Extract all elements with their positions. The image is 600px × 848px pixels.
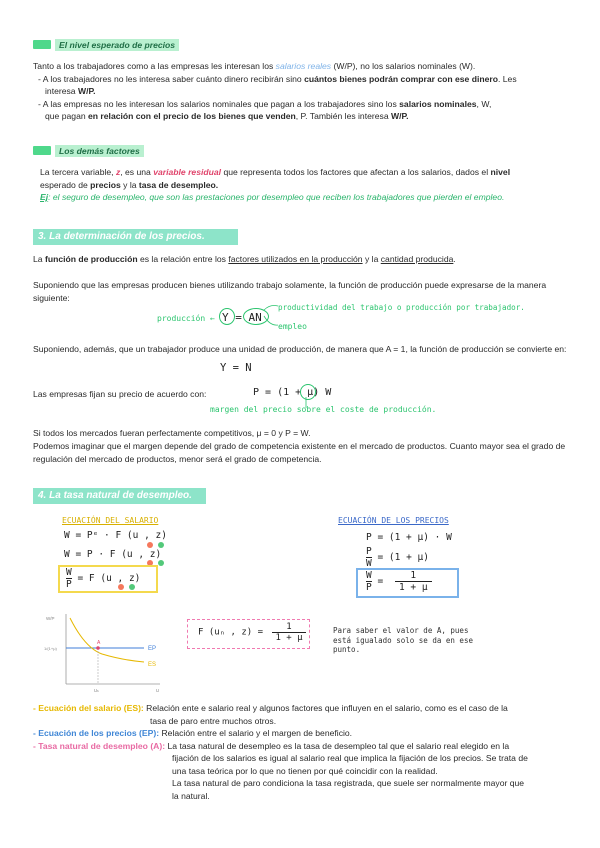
es-eq-3: $\frac{W}{P}$ = F (u , z) <box>66 567 141 590</box>
natural-rate-graph <box>40 608 170 698</box>
s3-paragraph-3: Suponiendo, además, que un trabajador produce una unidad de producción, de manera que A = 1, la función de producción se convierte en: <box>33 344 567 354</box>
s3-paragraph-6: Podemos imaginar que el margen depende del grado de competencia existente en el mercado de productos. Cuanto mayor sea el grado de regulación del mercado de productos, menor será el grado de competencia. <box>33 441 566 464</box>
price-equation-title: ECUACIÓN DE LOS PRECIOS <box>338 516 449 525</box>
ann-arrows <box>262 300 282 330</box>
s3-paragraph-4: Las empresas fijan su precio de acuerdo con: <box>33 389 207 399</box>
eq-price-setting: P = (1 + μ) W <box>253 387 332 398</box>
section4-heading: 4. La tasa natural de desempleo. <box>33 488 206 504</box>
s3-intro: La función de producción es la relación entre los factores utilizados en la producción y la cantidad producida. <box>33 254 456 264</box>
graph-point-a <box>96 646 100 650</box>
es-plus-dot-2 <box>158 560 164 566</box>
ep-eq-3: $\frac{W}{P}$ = $\frac{1}{1 + \mu}$ <box>366 570 432 593</box>
highlight-marker-icon <box>33 40 51 49</box>
ep-eq-1: P = (1 + μ) · W <box>366 532 452 543</box>
s3-paragraph-2: Suponiendo que las empresas producen bienes utilizando trabajo solamente, la función de producción puede expresarse de la manera siguiente: <box>33 280 547 303</box>
section1-heading: El nivel esperado de precios <box>33 40 179 50</box>
s2-paragraph: La tercera variable, z, es una variable residual que representa todos los factores que afectan a los salarios, dados el nivel esperado de precios y la tasa de desempleo. Ej: el seguro de desempleo, que son las prestaciones por desempleo que reciben los trabajadores que pierden el empleo. <box>40 167 511 202</box>
ann-productividad: productividad del trabajo o producción por trabajador. <box>278 303 525 312</box>
handwritten-note: Para saber el valor de A, pues está igualado solo se da en ese punto. <box>333 626 473 654</box>
wage-equation-title: ECUACIÓN DEL SALARIO <box>62 516 159 525</box>
es-eq-1: W = Pᵉ · F (u , z) <box>64 530 167 541</box>
s3-paragraph-5: Si todos los mercados fueran perfectamente competitivos, μ = 0 y P = W. <box>33 428 311 438</box>
graph-xlabel: u <box>156 688 159 694</box>
es-minus-dot-1 <box>147 542 153 548</box>
graph-es-curve <box>70 618 144 662</box>
es-eq-2: W = P · F (u , z) <box>64 549 162 560</box>
graph-ytick: 1/(1+μ) <box>44 646 57 651</box>
ep-eq-2: $\frac{P}{W}$ = (1 + μ) <box>366 546 429 569</box>
section3-heading: 3. La determinación de los precios. <box>33 229 238 245</box>
definitions: - Ecuación del salario (ES): Relación ente e salario real y algunos factores que influyen en el salario, como es el caso de la tasa de paro entre muchos otros. - Ecuación de los precios (EP): Relación entre el salario y el margen de beneficio. - Tasa natural de desempleo (A): La tasa natural de desempleo es la tasa de desempleo tal que el salario real elegido en la fijación de los salarios es igual al salario real que implica la fijación de los precios. Se trata de una tasa teórica por lo que no tienen por qué coincidir con la realidad. La tasa natural de paro condiciona la tasa registrada, que suele ser normalmente mayor que la natural. <box>33 703 528 801</box>
graph-es-label: ES <box>148 662 157 668</box>
ann-empleo: empleo <box>278 322 307 331</box>
graph-xtick: uₙ <box>94 688 99 694</box>
natural-rate-equation: F (uₙ , z) = $\frac{1}{1 + \mu}$ <box>198 622 306 643</box>
s1-paragraph: Tanto a los trabajadores como a las empresas les interesan los salarios reales (W/P), no los salarios nominales (W). - A los trabajadores no les interesa saber cuánto dinero recibirán sino cuántos bienes podrán comprar con ese dinero. Les interesa W/P. - A las empresas no les interesan los salarios nominales que pagan a los trabajadores sino los salarios nominales, W, que pagan en relación con el precio de los bienes que venden, P. También les interesa W/P. <box>33 61 517 121</box>
es-minus-dot-3 <box>118 584 124 590</box>
es-plus-dot-1 <box>158 542 164 548</box>
graph-point-label: A <box>97 640 101 646</box>
highlight-marker-icon <box>33 146 51 155</box>
eq-production-function: Y = AN <box>222 311 262 324</box>
ann-produccion: producción ← <box>157 314 215 323</box>
ann-margen: margen del precio sobre el coste de producción. <box>210 405 437 414</box>
graph-ep-label: EP <box>148 646 157 652</box>
graph-ylabel: W/P <box>46 616 55 621</box>
circle-y <box>219 308 235 325</box>
section2-heading: Los demás factores <box>33 146 144 156</box>
eq-y-equals-n: Y = N <box>220 362 252 374</box>
es-plus-dot-3 <box>129 584 135 590</box>
